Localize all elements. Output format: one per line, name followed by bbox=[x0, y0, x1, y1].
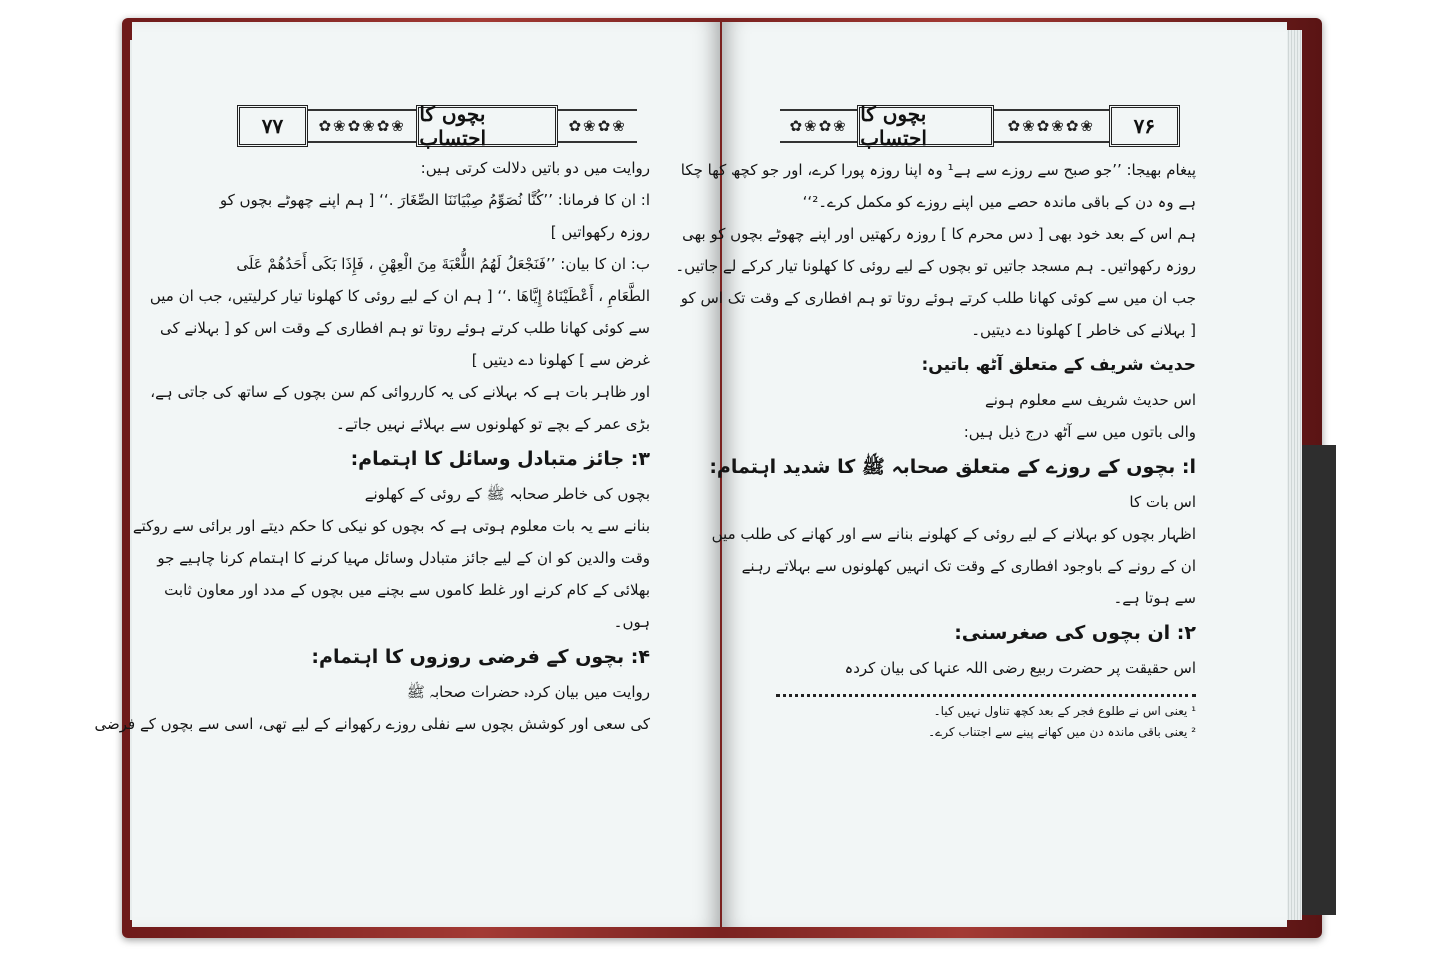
text-line: ہوں۔ bbox=[613, 613, 650, 631]
text-line: ہم اس کے بعد خود بھی [ دس محرم کا ] روزہ رکھتیں اور اپنے چھوٹے بچوں کو بھی bbox=[682, 225, 1196, 243]
text-line: روایت میں بیان کردہ حضرات صحابہ ﷺ bbox=[406, 683, 650, 701]
left-page-body bbox=[94, 152, 650, 740]
text-line: بھلائی کے کام کرنے اور غلط کاموں سے بچنے میں بچوں کے مدد اور معاون ثابت bbox=[164, 581, 650, 599]
text-line: روزہ رکھواتیں۔ ہم مسجد جاتیں تو بچوں کے لیے روئی کا کھلونا تیار کرکے لے جاتیں۔ bbox=[675, 257, 1196, 275]
footnote-divider bbox=[776, 694, 1196, 697]
text-line: کی سعی اور کوشش بچوں سے نفلی روزے رکھوانے کے لیے تھی، اسی سے بچوں کے فرضی bbox=[94, 715, 650, 733]
text-line: بچوں کی خاطر صحابہ ﷺ کے روئی کے کھلونے bbox=[364, 485, 650, 503]
text-line: اظہار بچوں کو بہلانے کے لیے روئی کے کھلونے بنانے سے اور کھانے کی طلب میں bbox=[711, 525, 1196, 543]
text-line: بنانے سے یہ بات معلوم ہوتی ہے کہ بچوں کو نیکی کا حکم دیتے اور برائی سے روکتے bbox=[132, 517, 650, 535]
text-line: اس حقیقت پر حضرت ربیع رضی اللہ عنہا کی بیان کردہ bbox=[844, 659, 1196, 677]
section-heading: ۳: جائز متبادل وسائل کا اہتمام: bbox=[350, 448, 650, 470]
text-line: روایت میں دو باتیں دلالت کرتی ہیں: bbox=[420, 159, 650, 177]
page-number: ۷۷ bbox=[237, 105, 308, 147]
section-title: حدیث شریف کے متعلق آٹھ باتیں: bbox=[921, 355, 1196, 375]
running-title: بچوں کا احتساب bbox=[857, 105, 994, 147]
text-line: اس بات کا bbox=[1129, 493, 1196, 511]
text-line: بڑی عمر کے بچے تو کھلونوں سے بہلائے نہیں جاتے۔ bbox=[336, 415, 650, 433]
left-page bbox=[94, 22, 720, 927]
page-number: ۷۶ bbox=[1109, 105, 1180, 147]
right-page-body bbox=[675, 154, 1196, 743]
text-line: والی باتوں میں سے آٹھ درج ذیل ہیں: bbox=[963, 423, 1196, 441]
section-heading: ا: بچوں کے روزے کے متعلق صحابہ ﷺ کا شدید اہتمام: bbox=[709, 456, 1196, 478]
text-line: ب: ان کا بیان: ’’فَنَجْعَلُ لَهُمُ اللُّعْبَةَ مِنَ الْعِهْنِ ، فَإِذَا بَکَی أَحَدُهُمْ عَلَی bbox=[236, 255, 650, 273]
text-line: غرض سے ] کھلونا دے دیتیں ] bbox=[471, 351, 650, 369]
text-line: ان کے رونے کے باوجود افطاری کے وقت تک انہیں کھلونوں سے بہلاتے رہنے bbox=[741, 557, 1196, 575]
floral-ornament-icon: ✿❀✿❀✿❀ bbox=[994, 109, 1109, 143]
text-line: ہے وہ دن کے باقی ماندہ حصے میں اپنے روزے کو مکمل کرے۔²‘‘ bbox=[802, 193, 1196, 211]
text-line: پیغام بھیجا: ’’جو صبح سے روزے سے ہے¹ وہ اپنا روزہ پورا کرے، اور جو کچھ کھا چکا bbox=[680, 161, 1196, 179]
floral-ornament-icon: ✿❀✿❀ bbox=[780, 109, 857, 143]
right-page-header bbox=[780, 102, 1180, 150]
left-page-header bbox=[237, 102, 637, 150]
text-line: الطَّعَامِ ، أَعْطَیْنَاهُ إِیَّاهَا .‘‘ [ ہم ان کے لیے روئی کا کھلونا تیار کرلیتیں، جب ان میں bbox=[149, 287, 650, 305]
text-line: سے کوئی کھانا طلب کرتے ہوئے روتا تو ہم افطاری کے وقت اس کو [ بہلانے کی bbox=[159, 319, 650, 337]
text-line: جب ان میں سے کوئی کھانا طلب کرتے ہوئے روتا تو ہم افطاری کے وقت تک اس کو bbox=[680, 289, 1196, 307]
running-title: بچوں کا احتساب bbox=[416, 105, 558, 147]
footnote: ² یعنی باقی ماندہ دن میں کھانے پینے سے اجتناب کرے۔ bbox=[928, 725, 1196, 739]
floral-ornament-icon: ✿❀✿❀ bbox=[558, 109, 637, 143]
text-line: اور ظاہر بات ہے کہ بہلانے کی یہ کارروائی کم سن بچوں کے ساتھ کی جاتی ہے، bbox=[150, 383, 650, 401]
footnote: ¹ یعنی اس نے طلوع فجر کے بعد کچھ تناول نہیں کیا۔ bbox=[933, 704, 1196, 718]
text-line: [ بہلانے کی خاطر ] کھلونا دے دیتیں۔ bbox=[971, 321, 1196, 339]
text-line: روزہ رکھواتیں ] bbox=[550, 223, 650, 241]
text-line: وقت والدین کو ان کے لیے جائز متبادل وسائل مہیا کرنے کا اہتمام کرنا چاہیے جو bbox=[157, 549, 650, 567]
section-heading: ۲: ان بچوں کی صغرسنی: bbox=[954, 622, 1196, 644]
section-heading: ۴: بچوں کے فرضی روزوں کا اہتمام: bbox=[311, 646, 650, 668]
text-line: اس حدیث شریف سے معلوم ہونے bbox=[984, 391, 1196, 409]
right-page bbox=[675, 22, 1287, 927]
text-line: ا: ان کا فرمانا: ’’کُنَّا نُصَوِّمُ صِبْیَانَنَا الصِّغَارَ .‘‘ [ ہم اپنے چھوٹے بچوں کو bbox=[219, 191, 650, 209]
floral-ornament-icon: ✿❀✿❀✿❀ bbox=[308, 109, 416, 143]
text-line: سے ہوتا ہے۔ bbox=[1113, 589, 1196, 607]
cover-spine-shadow bbox=[1296, 445, 1336, 915]
